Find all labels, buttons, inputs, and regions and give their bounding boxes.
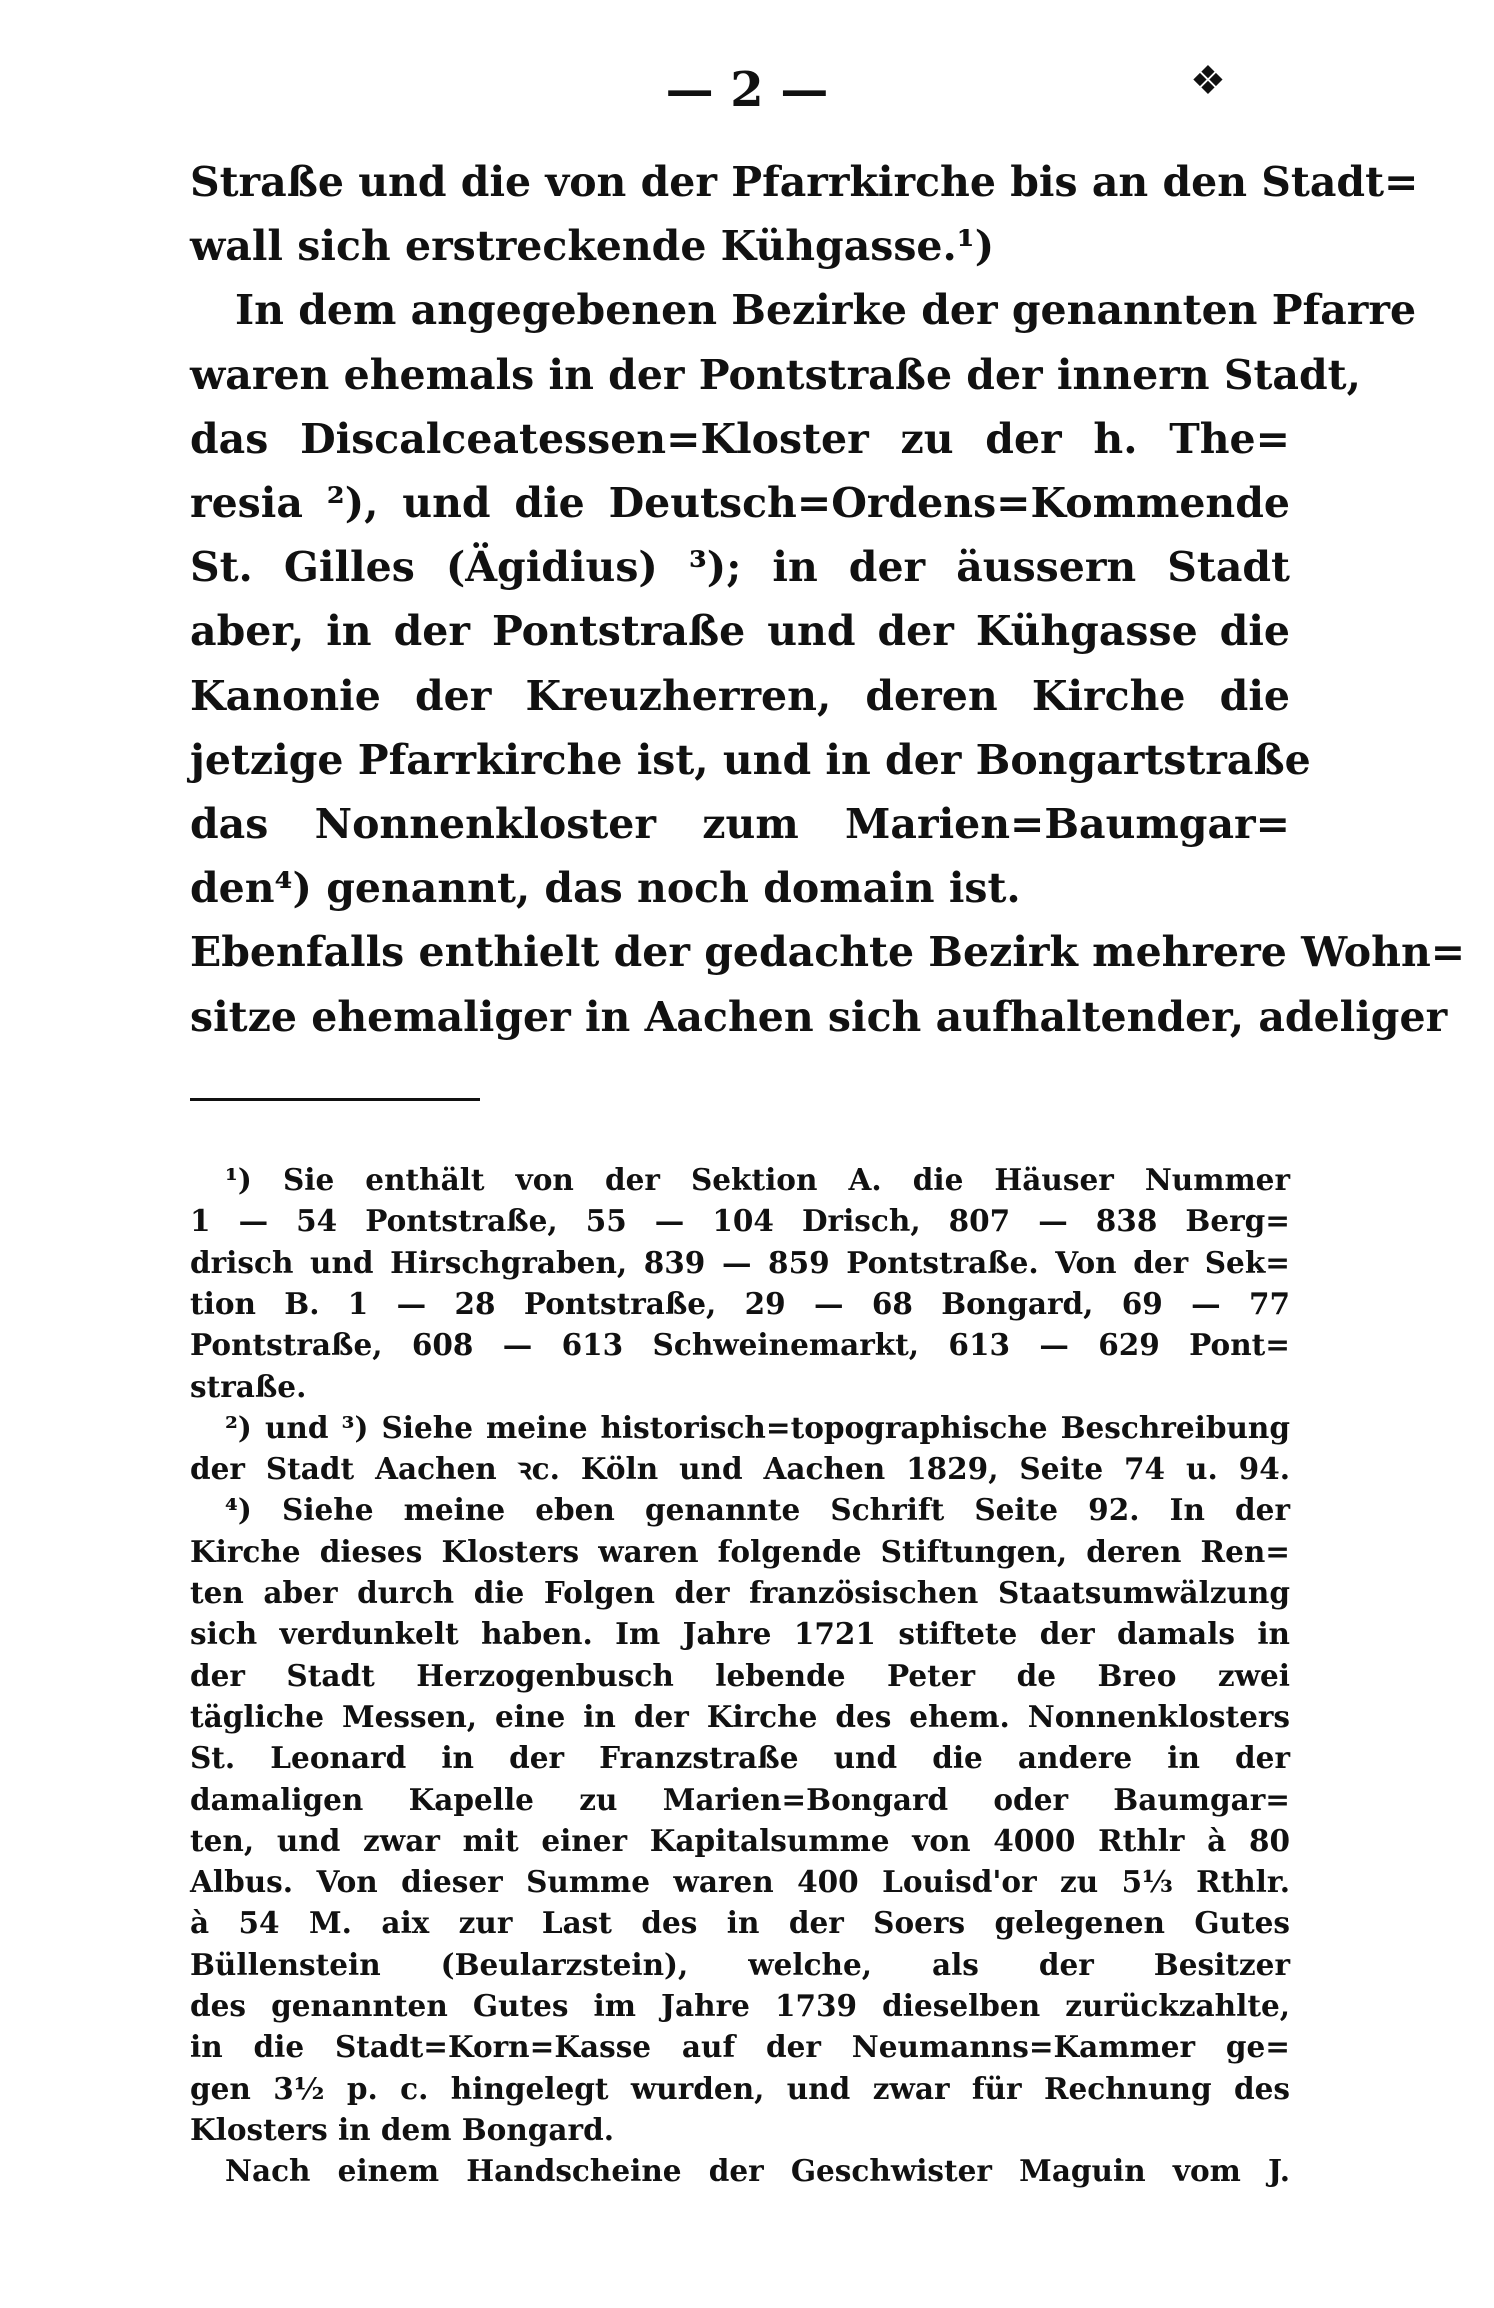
footnote-line: der Stadt Aachen ꝛc. Köln und Aachen 1829, Seite 74 u. 94. bbox=[190, 1451, 1290, 1487]
footnote-line: der Stadt Herzogenbusch lebende Peter de Breo zwei bbox=[190, 1657, 1290, 1693]
text-line: resia ²), und die Deutsch=Ordens=Kommende bbox=[190, 479, 1290, 527]
text-line: das Discalceatessen=Kloster zu der h. The= bbox=[190, 414, 1290, 463]
footnote-line: sich verdunkelt haben. Im Jahre 1721 stiftete der damals in bbox=[190, 1616, 1290, 1652]
text-line: jetzige Pfarrkirche ist, und in der Bongartstraße bbox=[190, 735, 1311, 784]
text-line: waren ehemals in der Pontstraße der innern Stadt, bbox=[190, 350, 1361, 399]
text-line: wall sich erstreckende Kühgasse.¹) bbox=[190, 222, 995, 271]
footnote-line: St. Leonard in der Franzstraße und die andere in der bbox=[190, 1740, 1290, 1776]
footnote-line: ⁴) Siehe meine eben genannte Schrift Seite 92. In der bbox=[225, 1492, 1290, 1528]
footnote-line: gen 3½ p. c. hingelegt wurden, und zwar für Rechnung des bbox=[190, 2070, 1290, 2106]
footnote-line: Pontstraße, 608 — 613 Schweinemarkt, 613 — 629 Pont= bbox=[190, 1327, 1290, 1363]
footnote-line: in die Stadt=Korn=Kasse auf der Neumanns=Kammer ge= bbox=[190, 2029, 1290, 2065]
footnote-line: des genannten Gutes im Jahre 1739 dieselben zurückzahlte, bbox=[190, 1988, 1290, 2023]
footnote-line: Kirche dieses Klosters waren folgende Stiftungen, deren Ren= bbox=[190, 1533, 1290, 1569]
footnote-line: à 54 M. aix zur Last des in der Soers gelegenen Gutes bbox=[190, 1905, 1290, 1941]
footnote-line: Albus. Von dieser Summe waren 400 Louisd'or zu 5⅓ Rthlr. bbox=[190, 1864, 1290, 1900]
footnote-line: drisch und Hirschgraben, 839 — 859 Pontstraße. Von der Sek= bbox=[190, 1244, 1290, 1280]
text-line: das Nonnenkloster zum Marien=Baumgar= bbox=[190, 800, 1290, 848]
text-line: sitze ehemaliger in Aachen sich aufhaltender, adeliger bbox=[190, 992, 1448, 1041]
footnote-line: ten, und zwar mit einer Kapitalsumme von 4000 Rthlr à 80 bbox=[190, 1822, 1290, 1858]
text-line: aber, in der Pontstraße und der Kühgasse die bbox=[190, 607, 1290, 656]
footnote-line: straße. bbox=[190, 1368, 307, 1404]
text-line: St. Gilles (Ägidius) ³); in der äussern Stadt bbox=[190, 543, 1290, 592]
footnote-line: tägliche Messen, eine in der Kirche des ehem. Nonnenklosters bbox=[190, 1698, 1290, 1734]
footnote-line: ten aber durch die Folgen der französischen Staatsumwälzung bbox=[190, 1575, 1290, 1610]
footnote-line: tion B. 1 — 28 Pontstraße, 29 — 68 Bongard, 69 — 77 bbox=[190, 1285, 1290, 1321]
footnote-line: ¹) Sie enthält von der Sektion A. die Häuser Nummer bbox=[225, 1162, 1290, 1197]
footnote-line: ²) und ³) Siehe meine historisch=topographische Beschreibung bbox=[225, 1409, 1290, 1445]
text-line: Kanonie der Kreuzherren, deren Kirche die bbox=[190, 671, 1290, 720]
footnote-line: Nach einem Handscheine der Geschwister Maguin vom J. bbox=[225, 2153, 1290, 2189]
text-line: Straße und die von der Pfarrkirche bis an den Stadt= bbox=[190, 158, 1419, 206]
footnote-line: 1 — 54 Pontstraße, 55 — 104 Drisch, 807 — 838 Berg= bbox=[190, 1203, 1290, 1239]
footnote-line: Klosters in dem Bongard. bbox=[190, 2111, 614, 2147]
footnote-line: damaligen Kapelle zu Marien=Bongard oder Baumgar= bbox=[190, 1781, 1290, 1817]
printer-mark-icon: ❖ bbox=[1190, 58, 1226, 104]
page-number: — 2 — bbox=[665, 62, 829, 118]
footnote-line: Büllenstein (Beularzstein), welche, als der Besitzer bbox=[190, 1946, 1290, 1982]
text-line: Ebenfalls enthielt der gedachte Bezirk mehrere Wohn= bbox=[190, 928, 1466, 977]
text-line: In dem angegebenen Bezirke der genannten Pfarre bbox=[235, 286, 1417, 335]
footnote-divider bbox=[190, 1098, 480, 1101]
text-line: den⁴) genannt, das noch domain ist. bbox=[190, 864, 1021, 913]
